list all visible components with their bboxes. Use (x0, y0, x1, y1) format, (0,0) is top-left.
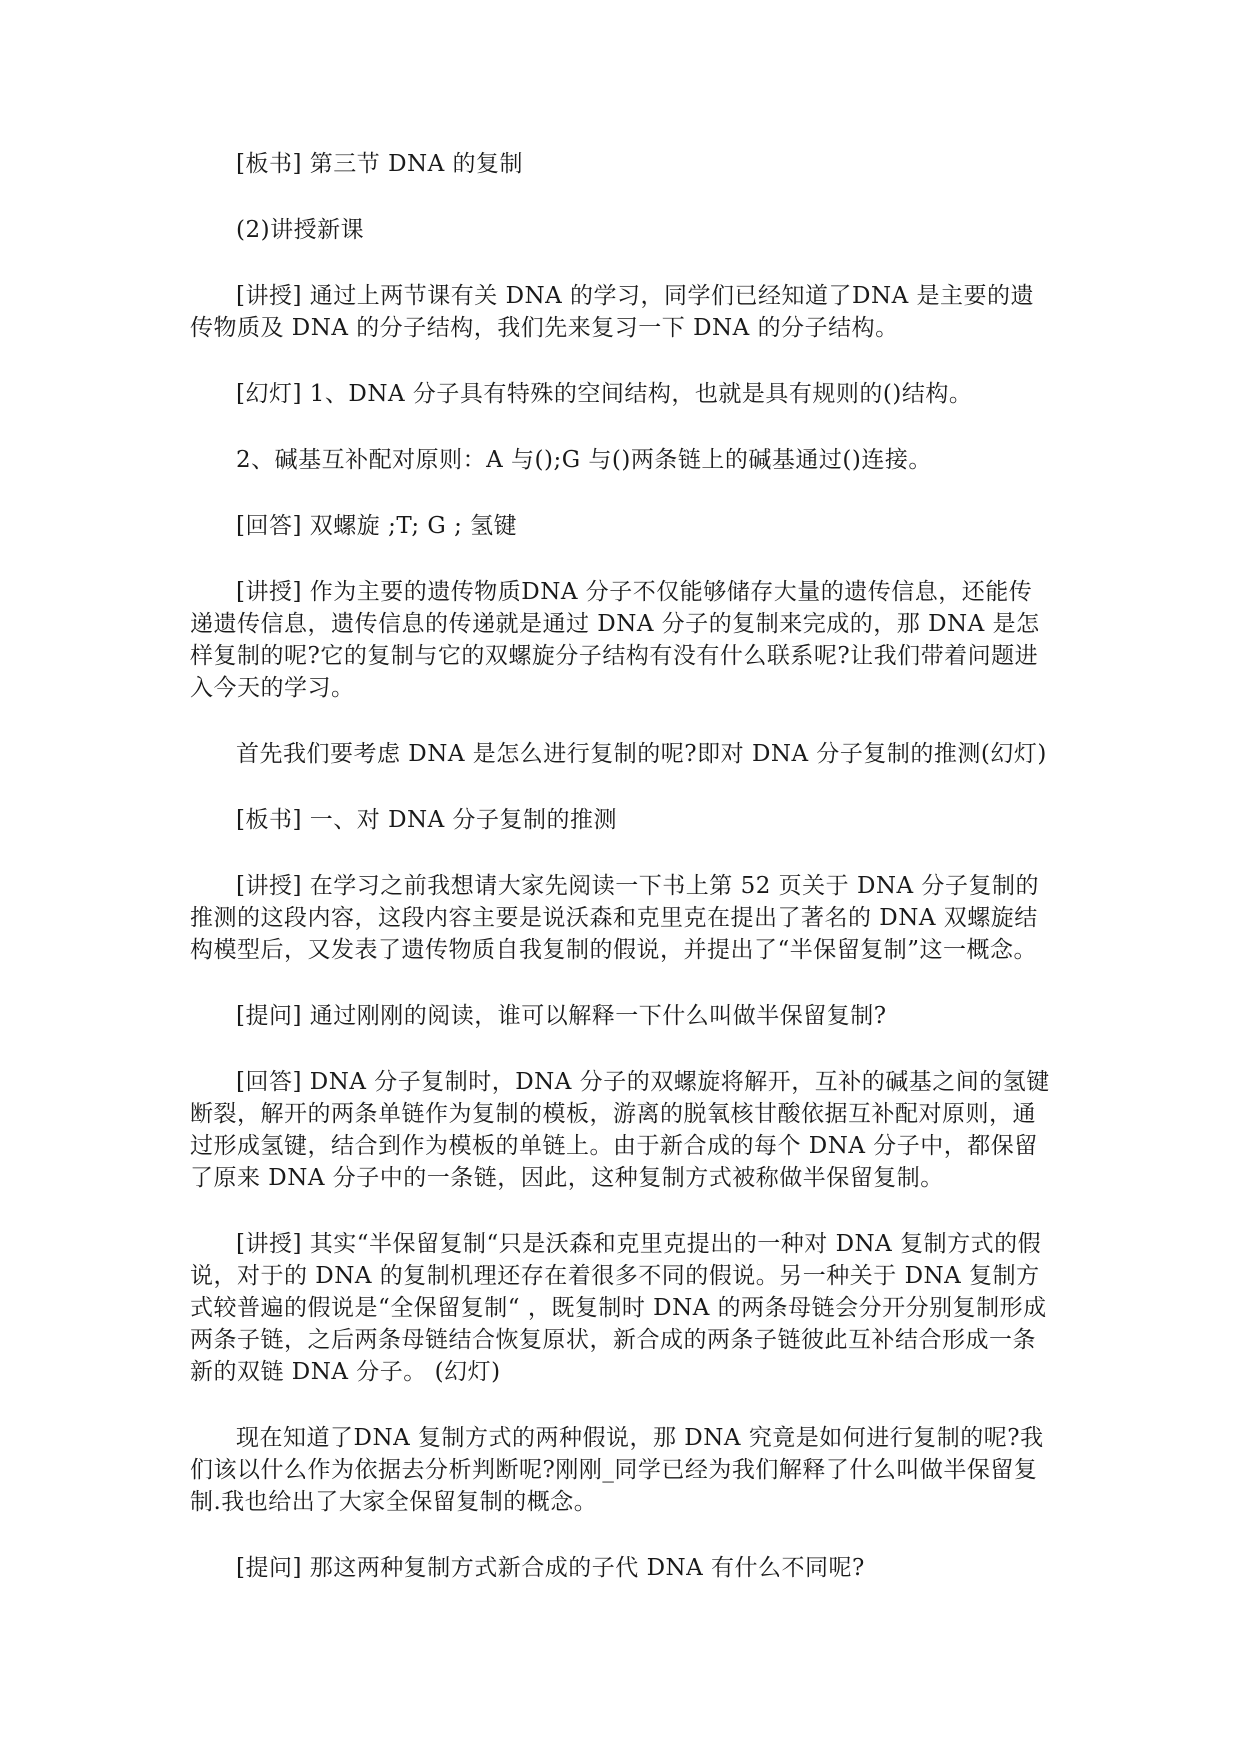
answer-paragraph: [回答] DNA 分子复制时，DNA 分子的双螺旋将解开，互补的碱基之间的氢键断裂，解开的两条单链作为复制的模板，游离的脱氧核甘酸依据互补配对原则，通过形成氢键，结合到作为模板的单链上。由于新合成的每个 DNA 分子中，都保留了原来 DNA 分子中的一条链，因此，这种复制方式被称做半保留复制。 (190, 1069, 1050, 1191)
slide-question-2: 2、碱基互补配对原则：A 与();G 与()两条链上的碱基通过()连接。 (236, 447, 932, 473)
question-paragraph: [提问] 通过刚刚的阅读，谁可以解释一下什么叫做半保留复制? (236, 1003, 887, 1029)
slide-question-1: [幻灯] 1、DNA 分子具有特殊的空间结构，也就是具有规则的()结构。 (236, 381, 973, 407)
lecture-paragraph: [讲授] 其实“半保留复制“只是沃森和克里克提出的一种对 DNA 复制方式的假说，对于的 DNA 的复制机理还存在着很多不同的假说。另一种关于 DNA 复制方式较普遍的假说是“全保留复制“ ，既复制时 DNA 的两条母链会分开分别复制形成两条子链，之后两条母链结合恢复原状，新合成的两条子链彼此互补结合形成一条新的双链 DNA 分子。 (幻灯) (190, 1231, 1047, 1385)
question-paragraph: [提问] 那这两种复制方式新合成的子代 DNA 有什么不同呢? (236, 1555, 865, 1581)
document-page (190, 148, 1050, 1618)
board-title: [板书] 第三节 DNA 的复制 (236, 151, 524, 177)
transition-paragraph: 首先我们要考虑 DNA 是怎么进行复制的呢?即对 DNA 分子复制的推测(幻灯) (236, 741, 1047, 767)
section-heading: (2)讲授新课 (236, 217, 365, 243)
lecture-paragraph: [讲授] 作为主要的遗传物质DNA 分子不仅能够储存大量的遗传信息，还能传递遗传信息，遗传信息的传递就是通过 DNA 分子的复制来完成的，那 DNA 是怎样复制的呢?它的复制与它的双螺旋分子结构有没有什么联系呢?让我们带着问题进入今天的学习。 (190, 579, 1040, 701)
transition-paragraph: 现在知道了DNA 复制方式的两种假说，那 DNA 究竟是如何进行复制的呢?我们该以什么作为依据去分析判断呢?刚刚_同学已经为我们解释了什么叫做半保留复制.我也给出了大家全保留复制的概念。 (190, 1425, 1044, 1515)
board-heading: [板书] 一、对 DNA 分子复制的推测 (236, 807, 618, 833)
lecture-paragraph: [讲授] 通过上两节课有关 DNA 的学习，同学们已经知道了DNA 是主要的遗传物质及 DNA 的分子结构，我们先来复习一下 DNA 的分子结构。 (190, 283, 1035, 341)
lecture-paragraph: [讲授] 在学习之前我想请大家先阅读一下书上第 52 页关于 DNA 分子复制的推测的这段内容，这段内容主要是说沃森和克里克在提出了著名的 DNA 双螺旋结构模型后，又发表了遗传物质自我复制的假说，并提出了“半保留复制”这一概念。 (190, 873, 1039, 963)
answer-paragraph: [回答] 双螺旋 ;T; G ; 氢键 (236, 513, 518, 539)
